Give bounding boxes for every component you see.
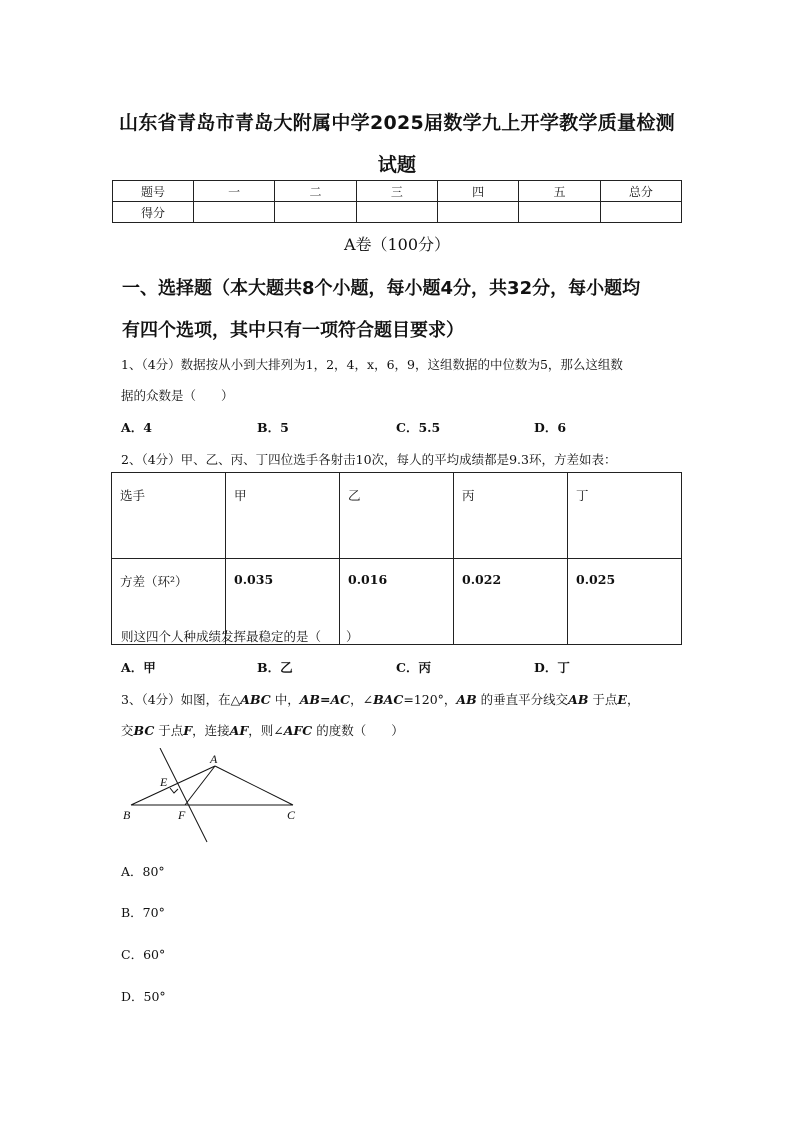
- q1-option-b[interactable]: B．5: [257, 420, 289, 435]
- q1-option-d[interactable]: D．6: [534, 420, 567, 435]
- q3-stem-line2: [121, 721, 404, 739]
- q3-var: BC: [133, 723, 155, 738]
- score-cell[interactable]: [437, 202, 518, 223]
- q2-option-d[interactable]: D．丁: [534, 660, 570, 675]
- q3-var: AB=AC: [299, 692, 351, 707]
- section1-heading-line1: 一、选择题（本大题共8个小题，每小题4分，共32分，每小题均: [122, 278, 641, 299]
- q3-text: 于点: [588, 692, 618, 707]
- score-header-cell: 二: [275, 181, 356, 202]
- q3-stem-line1: [121, 690, 639, 708]
- q3-var: AB: [456, 692, 477, 707]
- q3-var: E: [617, 692, 627, 707]
- q3-text: ，: [626, 692, 640, 707]
- label-e: E: [160, 775, 168, 789]
- q3-var: BAC: [373, 692, 404, 707]
- variance-table: [111, 472, 682, 645]
- q3-option-b[interactable]: B．70°: [121, 905, 165, 920]
- score-row-label: 得分: [113, 202, 194, 223]
- triangle-figure: [115, 748, 315, 848]
- label-c: C: [287, 808, 296, 822]
- q3-text: 3、（4分）如图，在△: [121, 692, 241, 707]
- q3-text: ，连接: [192, 723, 230, 738]
- q3-var: ABC: [240, 692, 271, 707]
- q2-option-c[interactable]: C．丙: [396, 660, 431, 675]
- variance-header-cell: 选手: [112, 473, 226, 559]
- segment-af: [185, 766, 215, 805]
- q3-text: ，∠: [350, 692, 374, 707]
- variance-header-cell: 甲: [226, 473, 340, 559]
- q2-option-b[interactable]: B．乙: [257, 660, 293, 675]
- variance-value-cell: 0.035: [226, 559, 340, 645]
- q3-text: 中，: [270, 692, 300, 707]
- variance-value-cell: 0.022: [454, 559, 568, 645]
- score-header-cell: 一: [194, 181, 275, 202]
- score-table: [112, 180, 682, 223]
- q3-var: AF: [229, 723, 249, 738]
- q3-option-a[interactable]: A．80°: [121, 864, 165, 879]
- exam-title-line2: 试题: [377, 154, 417, 176]
- score-cell[interactable]: [600, 202, 681, 223]
- q1-option-a[interactable]: A．4: [121, 420, 152, 435]
- q2-stem-line1: 2、（4分）甲、乙、丙、丁四位选手各射击10次，每人的平均成绩都是9.3环，方差如表：: [121, 452, 617, 467]
- score-header-cell: 总分: [600, 181, 681, 202]
- q3-option-d[interactable]: D．50°: [121, 989, 166, 1004]
- label-f: F: [178, 808, 186, 822]
- score-header-cell: 题号: [113, 181, 194, 202]
- perpendicular-bisector: [160, 748, 207, 842]
- score-table-header-row: [113, 181, 682, 202]
- q3-text: 于点: [154, 723, 184, 738]
- variance-header-cell: 乙: [340, 473, 454, 559]
- score-cell[interactable]: [519, 202, 600, 223]
- q3-var: AFC: [283, 723, 313, 738]
- side-ac: [215, 766, 293, 805]
- score-header-cell: 五: [519, 181, 600, 202]
- score-cell[interactable]: [356, 202, 437, 223]
- q3-text: ，则∠: [248, 723, 284, 738]
- score-cell[interactable]: [194, 202, 275, 223]
- variance-header-cell: 丙: [454, 473, 568, 559]
- q3-text: 的度数（ ）: [312, 723, 404, 738]
- q2-stem-line2: 则这四个人种成绩发挥最稳定的是（ ）: [121, 629, 359, 644]
- paper-label: A卷（100分）: [343, 235, 451, 254]
- q3-option-c[interactable]: C．60°: [121, 947, 166, 962]
- q3-var: F: [183, 723, 193, 738]
- score-cell[interactable]: [275, 202, 356, 223]
- label-b: B: [123, 808, 131, 822]
- side-ab: [131, 766, 215, 805]
- variance-row-label: 方差（环²）: [112, 559, 226, 645]
- q1-option-c[interactable]: C．5.5: [396, 420, 441, 435]
- q1-stem-line1: 1、（4分）数据按从小到大排列为1，2，4，x，6，9，这组数据的中位数为5，那么这组数: [121, 357, 623, 372]
- q3-var: AB: [568, 692, 589, 707]
- variance-header-cell: 丁: [568, 473, 682, 559]
- right-angle-mark: [170, 788, 178, 793]
- variance-value-cell: 0.016: [340, 559, 454, 645]
- score-header-cell: 四: [437, 181, 518, 202]
- score-header-cell: 三: [356, 181, 437, 202]
- section1-heading-line2: 有四个选项，其中只有一项符合题目要求）: [122, 320, 464, 341]
- q2-option-a[interactable]: A．甲: [121, 660, 156, 675]
- q3-text: 的垂直平分线交: [476, 692, 569, 707]
- label-a: A: [210, 752, 218, 766]
- variance-value-cell: 0.025: [568, 559, 682, 645]
- q3-text: =120°，: [403, 692, 457, 707]
- score-table-score-row: [113, 202, 682, 223]
- q3-text: 交: [121, 723, 134, 738]
- q1-stem-line2: 据的众数是（ ）: [121, 388, 234, 403]
- exam-title-line1: 山东省青岛市青岛大附属中学2025届数学九上开学教学质量检测: [119, 112, 675, 134]
- variance-table-header-row: [112, 473, 682, 559]
